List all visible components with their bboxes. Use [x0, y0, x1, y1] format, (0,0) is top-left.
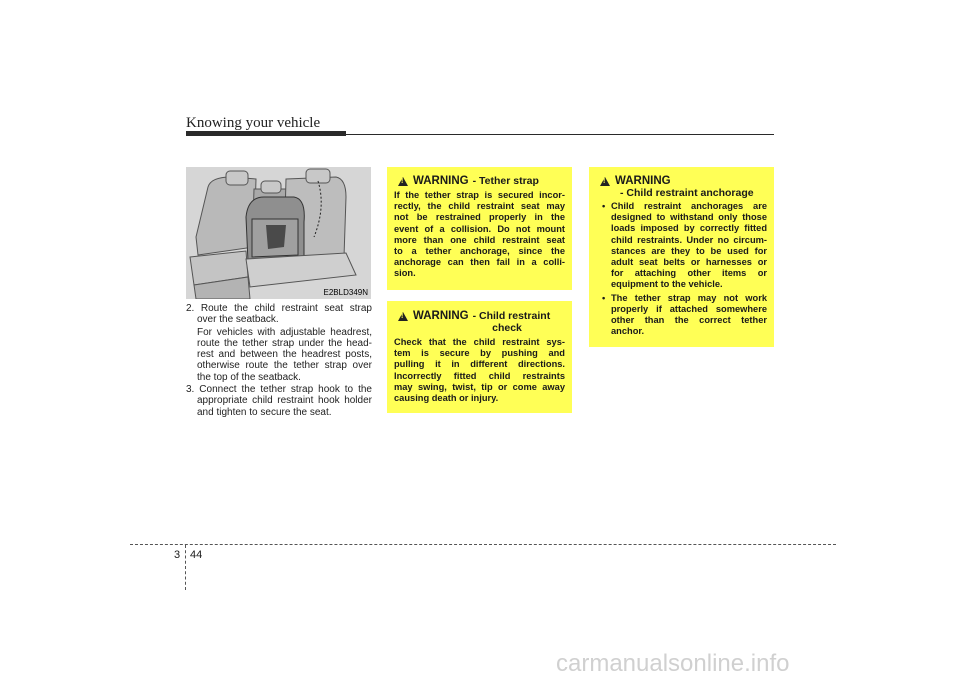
warning-line: Incorrectly fitted child restraints [394, 370, 565, 381]
warning-line: event of a collision. Do not mount [394, 223, 565, 234]
chapter-number: 3 [174, 549, 181, 561]
footer-divider [185, 545, 186, 590]
warning-line: child restraints. Under no circum- [611, 234, 767, 245]
step-2 [186, 303, 372, 326]
step-line: rest and between the headrest posts, [197, 349, 372, 361]
seat-illustration [186, 167, 371, 299]
warning-label: WARNING [615, 175, 671, 187]
warning-line: anchorage can then fail in a colli- [394, 257, 565, 268]
header-rule-thick [186, 131, 346, 136]
header-rule-thin [346, 134, 774, 135]
step-line: otherwise route the tether strap over [197, 360, 372, 372]
warning-line: not be restrained properly in the [394, 212, 565, 223]
warning-line: If the tether strap is secured incor- [394, 190, 565, 200]
footer-rule [130, 544, 836, 545]
warning-bullets [596, 201, 767, 337]
warning-line: rectly, the child restraint seat may [394, 201, 565, 212]
warning-triangle-icon [398, 177, 408, 186]
warning-line: sion. [394, 268, 416, 279]
rear-seat-drawing [186, 167, 371, 299]
warning-line: designed to withstand only those [611, 212, 767, 223]
warning-line: causing death or injury. [394, 393, 499, 404]
warning-line: other than the correct tether [611, 315, 767, 326]
warning-line: to a tether anchorage, since the [394, 246, 565, 257]
warning-label: WARNING [413, 310, 469, 322]
warning-bullet [596, 293, 767, 338]
warning-triangle-icon [600, 177, 610, 186]
warning-text [394, 337, 565, 404]
warning-subtitle: - Tether strap [472, 175, 539, 187]
step-line: For vehicles with adjustable headrest, [197, 326, 372, 338]
warning-line: tem is secure by pushing and [394, 348, 565, 359]
warning-line: adult seat belts or harnesses or [611, 257, 767, 268]
warning-box-child-restraint-check [387, 301, 572, 413]
warning-line: pulling it in different directions. [394, 359, 565, 370]
step-2-note [186, 327, 372, 383]
warning-bullet [596, 201, 767, 291]
step-line: appropriate child restraint hook holder [197, 395, 372, 407]
warning-subtitle: - Child restraint anchorage [620, 187, 754, 199]
step-line: over the seatback. [197, 314, 279, 326]
step-line: 3. Connect the tether strap hook to the [186, 384, 372, 396]
step-line: 2. Route the child restraint seat strap [186, 303, 372, 314]
step-line: the top of the seatback. [197, 371, 301, 383]
warning-line: equipment to the vehicle. [611, 279, 723, 290]
step-line: and tighten to secure the seat. [197, 406, 332, 418]
warning-line: stances are they to be used for [611, 245, 767, 256]
page-number: 44 [190, 549, 203, 561]
warning-line: Check that the child restraint sys- [394, 337, 565, 347]
step-line: route the tether strap under the head- [197, 337, 372, 349]
warning-line: more than one child restraint seat [394, 234, 565, 245]
warning-label: WARNING [413, 175, 469, 187]
warning-triangle-icon [398, 312, 408, 321]
warning-line: for attaching other items or [611, 268, 767, 279]
warning-subtitle-cont: check [492, 322, 522, 334]
watermark: carmanualsonline.info [556, 650, 790, 677]
warning-line: • The tether strap may not work [611, 292, 767, 303]
warning-line: • Child restraint anchorages are [611, 201, 767, 211]
warning-line: loads imposed by correctly fitted [611, 223, 767, 234]
page-header-title: Knowing your vehicle [186, 115, 321, 131]
step-3 [186, 384, 372, 418]
warning-box-child-restraint-anchorage [589, 167, 774, 347]
warning-line: anchor. [611, 326, 645, 337]
figure-code: E2BLD349N [323, 288, 368, 297]
instruction-steps [186, 303, 372, 419]
warning-subtitle: - Child restraint [472, 310, 551, 322]
warning-box-tether-strap [387, 167, 572, 290]
warning-line: may swing, twist, tip or come away [394, 381, 565, 392]
warning-line: properly if attached somewhere [611, 303, 767, 314]
warning-text [394, 190, 565, 280]
